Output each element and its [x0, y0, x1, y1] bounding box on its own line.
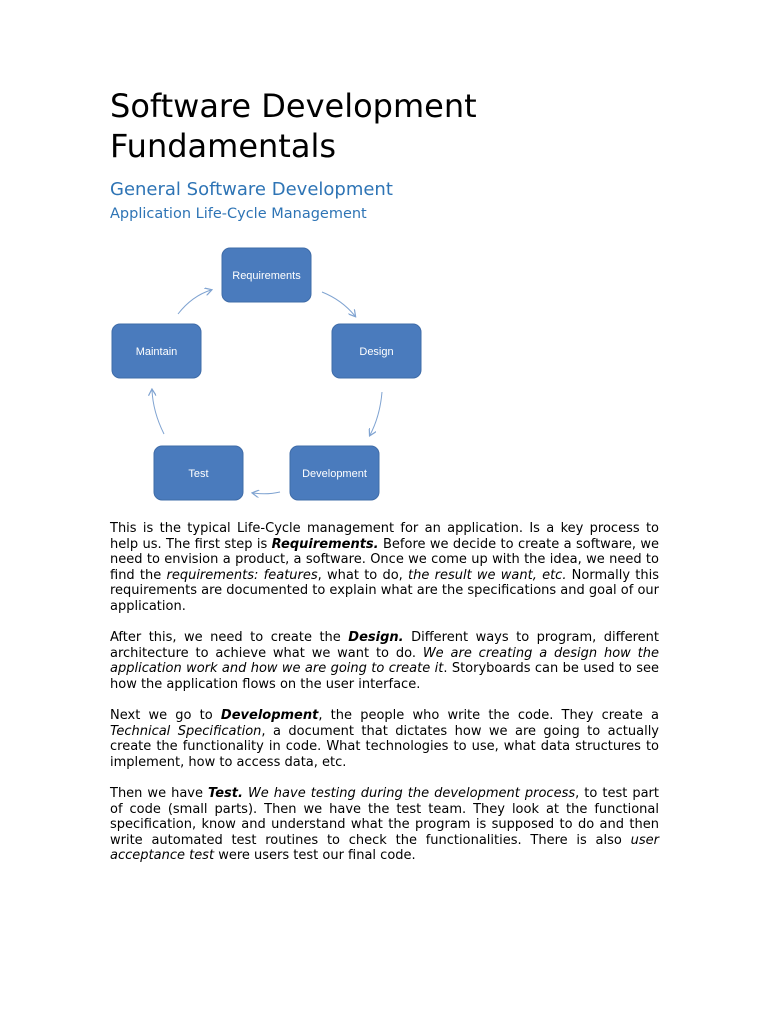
subsection-heading: Application Life-Cycle Management [110, 206, 367, 222]
node-design [332, 324, 421, 378]
p4-italic-2: user acceptance test [110, 832, 659, 864]
p1-keyword: Requirements. [271, 536, 379, 552]
node-development-label: Development [302, 468, 367, 480]
paragraph-requirements [110, 521, 659, 615]
p4-keyword: Test. [208, 786, 243, 802]
p1-italic-1: requirements: features [166, 567, 318, 583]
node-development [290, 446, 379, 500]
p4-italic-1: We have testing during the development process [247, 786, 576, 802]
p1-italic-2: the result we want, etc. [408, 567, 567, 583]
body-text [110, 521, 659, 880]
p4-text-1: Then we have [110, 786, 208, 802]
p2-text-3: . Storyboards can be used to see how the application flows on the user interface. [110, 661, 660, 692]
section-heading: General Software Development [110, 179, 393, 200]
p3-text-3: , a document that dictates how we are going to actually create the functionality in code. What technologies to use, what data structures to implement, how to access data, etc. [110, 723, 660, 770]
p2-keyword: Design. [348, 630, 404, 646]
paragraph-design [110, 630, 659, 692]
page-title: Software Development Fundamentals [110, 87, 477, 165]
node-maintain [112, 324, 201, 378]
p1-text-3: , what to do, [317, 567, 409, 583]
p4-text-4: were users test our final code. [214, 848, 416, 864]
arrow-design-to-development [370, 392, 382, 435]
p1-text-4: Normally this requirements are documented to explain what are the specifications and goal of our application. [110, 567, 659, 614]
arrow-development-to-test [253, 492, 280, 494]
node-design-label: Design [359, 346, 394, 358]
node-requirements [222, 248, 311, 302]
paragraph-development [110, 708, 659, 770]
p3-keyword: Development [220, 708, 319, 724]
p4-text-3: , to test part of code (small parts). Then we have the test team. They look at the functional specification, know and understand what the program is supposed to do and then write automated test routines to check the functionalities. There is also [110, 786, 660, 848]
p2-text-1: After this, we need to create the [110, 630, 349, 646]
p3-text-2: , the people who write the code. They create a [318, 708, 660, 724]
lifecycle-diagram [100, 240, 440, 510]
arrow-maintain-to-requirements [178, 290, 211, 314]
p2-italic-1: We are creating a design how the application work and how we are going to create it [110, 645, 659, 677]
p1-text-2: Before we decide to create a software, we need to envision a product, a software. Once we come up with the idea, we need to find the [110, 536, 659, 583]
p1-text-1: This is the typical Life-Cycle management for an application. Is a key process to help us. The first step is [110, 521, 659, 552]
node-test [154, 446, 243, 500]
node-maintain-label: Maintain [135, 346, 178, 358]
p2-text-2: Different ways to program, different architecture to achieve what we want to do. [110, 630, 659, 661]
arrow-requirements-to-design [322, 292, 355, 316]
node-test-label: Test [188, 468, 209, 480]
paragraph-test [110, 786, 659, 864]
arrow-test-to-maintain [152, 390, 164, 434]
node-requirements-label: Requirements [232, 270, 301, 282]
p3-text-1: Next we go to [110, 708, 221, 724]
p3-italic-1: Technical Specification [110, 723, 262, 739]
